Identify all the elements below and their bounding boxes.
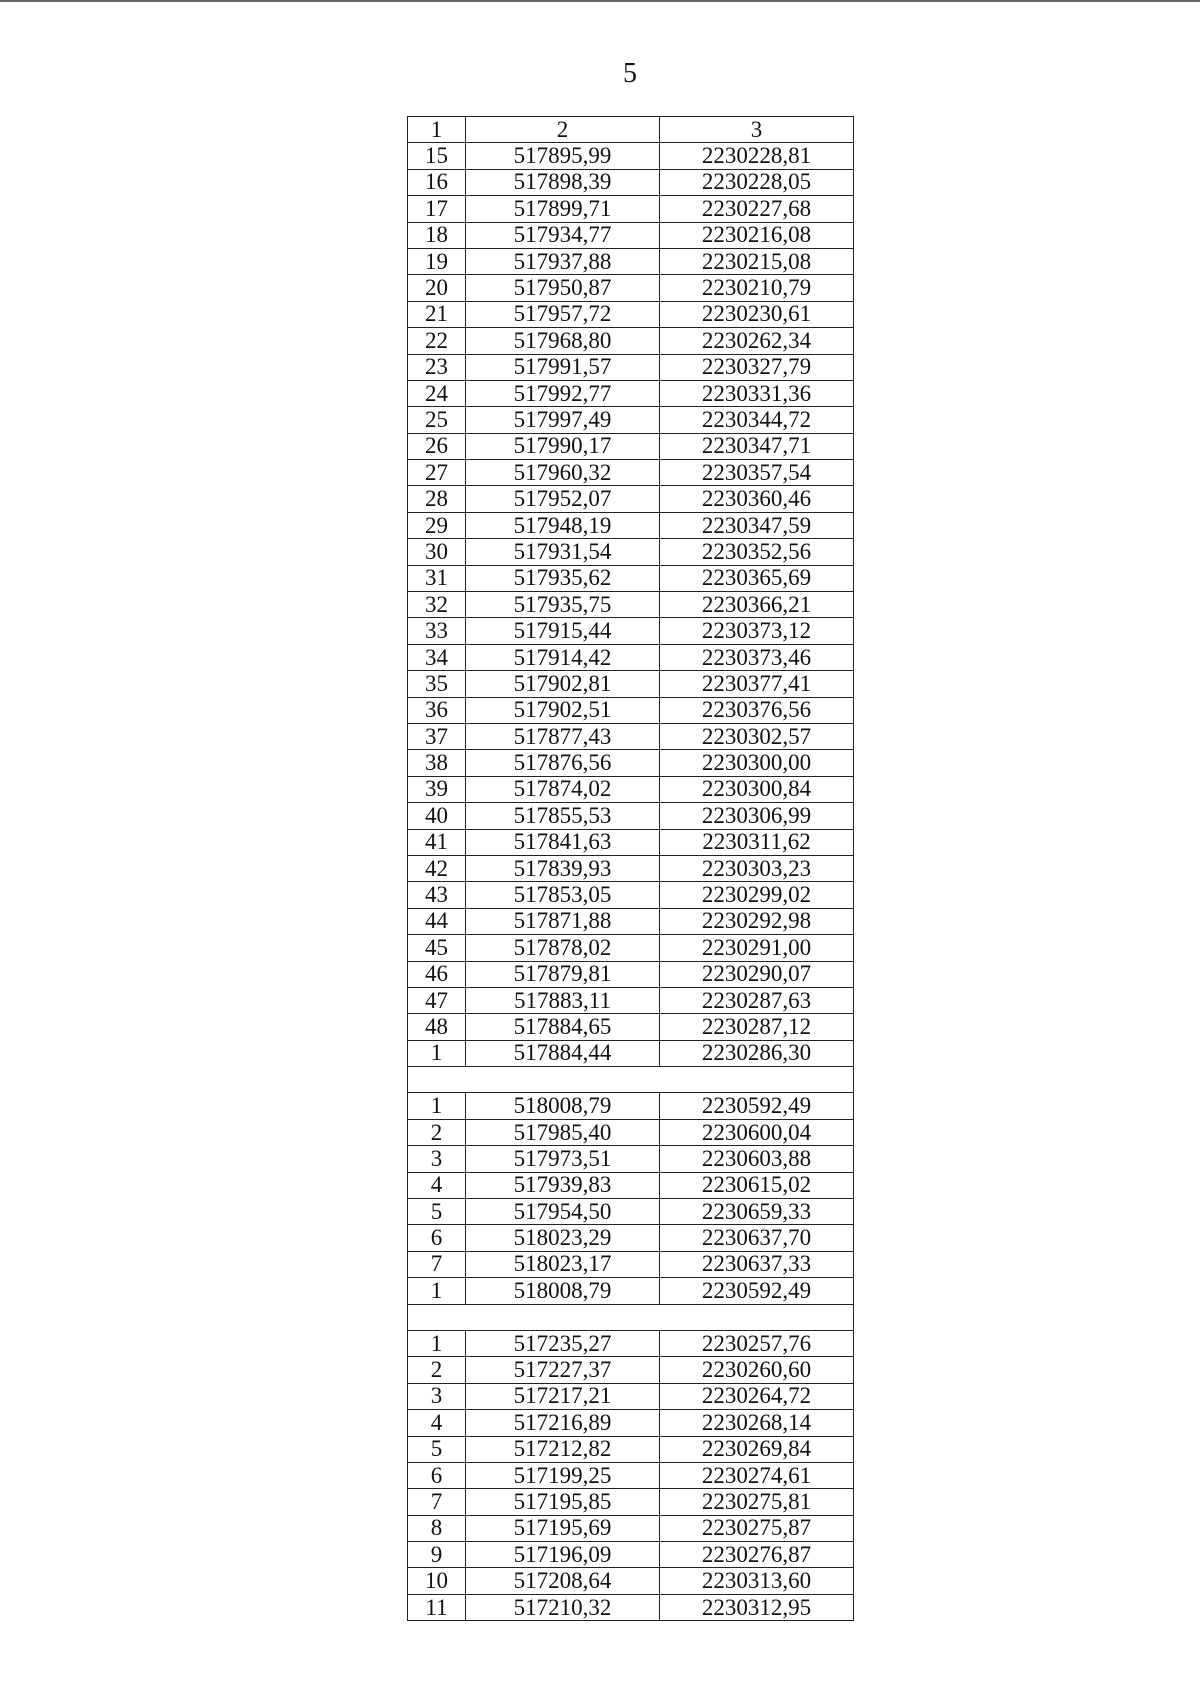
table-row (408, 1146, 854, 1172)
y-coordinate-cell: 2230210,79 (660, 275, 854, 301)
x-coordinate-cell: 517227,37 (466, 1357, 660, 1383)
point-number-cell: 7 (408, 1251, 466, 1277)
x-coordinate-cell: 517935,62 (466, 565, 660, 591)
table-row (408, 1330, 854, 1356)
table-row (408, 908, 854, 934)
x-coordinate-cell: 517954,50 (466, 1199, 660, 1225)
point-number-cell: 3 (408, 1383, 466, 1409)
point-number-cell: 43 (408, 882, 466, 908)
x-coordinate-cell: 517968,80 (466, 328, 660, 354)
x-coordinate-cell: 518008,79 (466, 1093, 660, 1119)
x-coordinate-cell: 517883,11 (466, 987, 660, 1013)
point-number-cell: 2 (408, 1119, 466, 1145)
x-coordinate-cell: 517934,77 (466, 222, 660, 248)
table-row (408, 1172, 854, 1198)
table-row (408, 1436, 854, 1462)
point-number-cell: 40 (408, 803, 466, 829)
point-number-cell: 4 (408, 1410, 466, 1436)
point-number-cell: 24 (408, 380, 466, 406)
table-row (408, 539, 854, 565)
page-number: 5 (623, 58, 637, 89)
table-row (408, 776, 854, 802)
y-coordinate-cell: 2230216,08 (660, 222, 854, 248)
table-row (408, 433, 854, 459)
x-coordinate-cell: 517902,51 (466, 697, 660, 723)
table-row (408, 1462, 854, 1488)
table-row (408, 1542, 854, 1568)
point-number-cell: 2 (408, 1357, 466, 1383)
point-number-cell: 6 (408, 1225, 466, 1251)
column-header-point-number: 1 (408, 117, 466, 143)
point-number-cell: 5 (408, 1199, 466, 1225)
point-number-cell: 31 (408, 565, 466, 591)
x-coordinate-cell: 518008,79 (466, 1278, 660, 1304)
point-number-cell: 27 (408, 460, 466, 486)
point-number-cell: 9 (408, 1542, 466, 1568)
x-coordinate-cell: 517874,02 (466, 776, 660, 802)
table-row (408, 644, 854, 670)
y-coordinate-cell: 2230331,36 (660, 380, 854, 406)
x-coordinate-cell: 517991,57 (466, 354, 660, 380)
x-coordinate-cell: 517839,93 (466, 855, 660, 881)
y-coordinate-cell: 2230600,04 (660, 1119, 854, 1145)
table-row (408, 354, 854, 380)
y-coordinate-cell: 2230230,61 (660, 301, 854, 327)
y-coordinate-cell: 2230264,72 (660, 1383, 854, 1409)
point-number-cell: 41 (408, 829, 466, 855)
coordinates-table (407, 116, 854, 1621)
y-coordinate-cell: 2230227,68 (660, 196, 854, 222)
y-coordinate-cell: 2230344,72 (660, 407, 854, 433)
table-row (408, 460, 854, 486)
x-coordinate-cell: 517898,39 (466, 169, 660, 195)
y-coordinate-cell: 2230311,62 (660, 829, 854, 855)
top-border-line (0, 0, 1200, 2)
x-coordinate-cell: 517985,40 (466, 1119, 660, 1145)
y-coordinate-cell: 2230291,00 (660, 935, 854, 961)
y-coordinate-cell: 2230268,14 (660, 1410, 854, 1436)
point-number-cell: 11 (408, 1594, 466, 1620)
point-number-cell: 33 (408, 618, 466, 644)
table-row (408, 248, 854, 274)
table-row (408, 987, 854, 1013)
column-header-y-coordinate: 3 (660, 117, 854, 143)
x-coordinate-cell: 517973,51 (466, 1146, 660, 1172)
x-coordinate-cell: 517997,49 (466, 407, 660, 433)
x-coordinate-cell: 517208,64 (466, 1568, 660, 1594)
point-number-cell: 22 (408, 328, 466, 354)
x-coordinate-cell: 517939,83 (466, 1172, 660, 1198)
point-number-cell: 8 (408, 1515, 466, 1541)
table-row (408, 328, 854, 354)
table-row (408, 882, 854, 908)
x-coordinate-cell: 517884,65 (466, 1014, 660, 1040)
table-row (408, 169, 854, 195)
table-row (408, 1093, 854, 1119)
table-row (408, 222, 854, 248)
y-coordinate-cell: 2230327,79 (660, 354, 854, 380)
x-coordinate-cell: 517195,69 (466, 1515, 660, 1541)
point-number-cell: 42 (408, 855, 466, 881)
point-number-cell: 35 (408, 671, 466, 697)
x-coordinate-cell: 517960,32 (466, 460, 660, 486)
table-row (408, 275, 854, 301)
point-number-cell: 1 (408, 1330, 466, 1356)
x-coordinate-cell: 517914,42 (466, 644, 660, 670)
point-number-cell: 47 (408, 987, 466, 1013)
y-coordinate-cell: 2230347,59 (660, 512, 854, 538)
x-coordinate-cell: 517235,27 (466, 1330, 660, 1356)
point-number-cell: 16 (408, 169, 466, 195)
section-separator-row (408, 1067, 854, 1093)
table-row (408, 1251, 854, 1277)
table-row (408, 1410, 854, 1436)
x-coordinate-cell: 517915,44 (466, 618, 660, 644)
y-coordinate-cell: 2230300,84 (660, 776, 854, 802)
table-row (408, 1199, 854, 1225)
y-coordinate-cell: 2230592,49 (660, 1278, 854, 1304)
table-row (408, 1278, 854, 1304)
y-coordinate-cell: 2230615,02 (660, 1172, 854, 1198)
point-number-cell: 17 (408, 196, 466, 222)
y-coordinate-cell: 2230637,33 (660, 1251, 854, 1277)
point-number-cell: 30 (408, 539, 466, 565)
point-number-cell: 32 (408, 592, 466, 618)
point-number-cell: 28 (408, 486, 466, 512)
y-coordinate-cell: 2230347,71 (660, 433, 854, 459)
x-coordinate-cell: 517879,81 (466, 961, 660, 987)
y-coordinate-cell: 2230292,98 (660, 908, 854, 934)
point-number-cell: 6 (408, 1462, 466, 1488)
y-coordinate-cell: 2230290,07 (660, 961, 854, 987)
coordinates-table-body (408, 117, 854, 1621)
x-coordinate-cell: 517210,32 (466, 1594, 660, 1620)
point-number-cell: 48 (408, 1014, 466, 1040)
y-coordinate-cell: 2230659,33 (660, 1199, 854, 1225)
point-number-cell: 20 (408, 275, 466, 301)
x-coordinate-cell: 517855,53 (466, 803, 660, 829)
table-row (408, 855, 854, 881)
table-row (408, 1515, 854, 1541)
x-coordinate-cell: 517871,88 (466, 908, 660, 934)
table-row (408, 803, 854, 829)
point-number-cell: 34 (408, 644, 466, 670)
point-number-cell: 3 (408, 1146, 466, 1172)
point-number-cell: 10 (408, 1568, 466, 1594)
table-row (408, 1489, 854, 1515)
point-number-cell: 1 (408, 1093, 466, 1119)
table-row (408, 486, 854, 512)
point-number-cell: 7 (408, 1489, 466, 1515)
column-header-x-coordinate: 2 (466, 117, 660, 143)
section-separator-cell (408, 1304, 854, 1330)
x-coordinate-cell: 517952,07 (466, 486, 660, 512)
x-coordinate-cell: 517935,75 (466, 592, 660, 618)
y-coordinate-cell: 2230313,60 (660, 1568, 854, 1594)
y-coordinate-cell: 2230228,05 (660, 169, 854, 195)
section-separator-row (408, 1304, 854, 1330)
table-row (408, 1225, 854, 1251)
y-coordinate-cell: 2230360,46 (660, 486, 854, 512)
y-coordinate-cell: 2230637,70 (660, 1225, 854, 1251)
y-coordinate-cell: 2230312,95 (660, 1594, 854, 1620)
point-number-cell: 18 (408, 222, 466, 248)
table-row (408, 1357, 854, 1383)
table-row (408, 565, 854, 591)
x-coordinate-cell: 517899,71 (466, 196, 660, 222)
point-number-cell: 1 (408, 1278, 466, 1304)
point-number-cell: 1 (408, 1040, 466, 1066)
x-coordinate-cell: 517902,81 (466, 671, 660, 697)
table-row (408, 1594, 854, 1620)
table-row (408, 512, 854, 538)
x-coordinate-cell: 517878,02 (466, 935, 660, 961)
y-coordinate-cell: 2230357,54 (660, 460, 854, 486)
x-coordinate-cell: 518023,29 (466, 1225, 660, 1251)
x-coordinate-cell: 517199,25 (466, 1462, 660, 1488)
x-coordinate-cell: 517992,77 (466, 380, 660, 406)
x-coordinate-cell: 517948,19 (466, 512, 660, 538)
y-coordinate-cell: 2230262,34 (660, 328, 854, 354)
table-row (408, 380, 854, 406)
y-coordinate-cell: 2230366,21 (660, 592, 854, 618)
x-coordinate-cell: 517990,17 (466, 433, 660, 459)
point-number-cell: 46 (408, 961, 466, 987)
y-coordinate-cell: 2230275,81 (660, 1489, 854, 1515)
table-row (408, 1383, 854, 1409)
y-coordinate-cell: 2230603,88 (660, 1146, 854, 1172)
x-coordinate-cell: 517950,87 (466, 275, 660, 301)
table-row (408, 592, 854, 618)
x-coordinate-cell: 517196,09 (466, 1542, 660, 1568)
y-coordinate-cell: 2230215,08 (660, 248, 854, 274)
y-coordinate-cell: 2230257,76 (660, 1330, 854, 1356)
y-coordinate-cell: 2230275,87 (660, 1515, 854, 1541)
y-coordinate-cell: 2230286,30 (660, 1040, 854, 1066)
y-coordinate-cell: 2230287,63 (660, 987, 854, 1013)
point-number-cell: 21 (408, 301, 466, 327)
x-coordinate-cell: 517195,85 (466, 1489, 660, 1515)
table-row (408, 829, 854, 855)
table-row (408, 196, 854, 222)
point-number-cell: 37 (408, 723, 466, 749)
y-coordinate-cell: 2230352,56 (660, 539, 854, 565)
point-number-cell: 15 (408, 143, 466, 169)
table-row (408, 723, 854, 749)
y-coordinate-cell: 2230303,23 (660, 855, 854, 881)
y-coordinate-cell: 2230276,87 (660, 1542, 854, 1568)
y-coordinate-cell: 2230228,81 (660, 143, 854, 169)
point-number-cell: 19 (408, 248, 466, 274)
table-row (408, 301, 854, 327)
table-row (408, 697, 854, 723)
y-coordinate-cell: 2230299,02 (660, 882, 854, 908)
point-number-cell: 4 (408, 1172, 466, 1198)
x-coordinate-cell: 517876,56 (466, 750, 660, 776)
y-coordinate-cell: 2230373,46 (660, 644, 854, 670)
x-coordinate-cell: 517216,89 (466, 1410, 660, 1436)
y-coordinate-cell: 2230300,00 (660, 750, 854, 776)
y-coordinate-cell: 2230260,60 (660, 1357, 854, 1383)
x-coordinate-cell: 517884,44 (466, 1040, 660, 1066)
table-row (408, 143, 854, 169)
point-number-cell: 45 (408, 935, 466, 961)
section-separator-cell (408, 1067, 854, 1093)
x-coordinate-cell: 517841,63 (466, 829, 660, 855)
table-row (408, 407, 854, 433)
x-coordinate-cell: 517895,99 (466, 143, 660, 169)
y-coordinate-cell: 2230376,56 (660, 697, 854, 723)
x-coordinate-cell: 517212,82 (466, 1436, 660, 1462)
x-coordinate-cell: 517937,88 (466, 248, 660, 274)
y-coordinate-cell: 2230302,57 (660, 723, 854, 749)
table-row (408, 961, 854, 987)
point-number-cell: 23 (408, 354, 466, 380)
x-coordinate-cell: 517931,54 (466, 539, 660, 565)
y-coordinate-cell: 2230377,41 (660, 671, 854, 697)
table-row (408, 671, 854, 697)
y-coordinate-cell: 2230592,49 (660, 1093, 854, 1119)
table-row (408, 1040, 854, 1066)
y-coordinate-cell: 2230287,12 (660, 1014, 854, 1040)
x-coordinate-cell: 517853,05 (466, 882, 660, 908)
y-coordinate-cell: 2230306,99 (660, 803, 854, 829)
table-row (408, 618, 854, 644)
table-row (408, 1014, 854, 1040)
x-coordinate-cell: 517957,72 (466, 301, 660, 327)
point-number-cell: 29 (408, 512, 466, 538)
table-row (408, 1119, 854, 1145)
point-number-cell: 5 (408, 1436, 466, 1462)
x-coordinate-cell: 518023,17 (466, 1251, 660, 1277)
x-coordinate-cell: 517877,43 (466, 723, 660, 749)
point-number-cell: 38 (408, 750, 466, 776)
table-header-row (408, 117, 854, 143)
point-number-cell: 39 (408, 776, 466, 802)
point-number-cell: 44 (408, 908, 466, 934)
table-row (408, 750, 854, 776)
y-coordinate-cell: 2230274,61 (660, 1462, 854, 1488)
y-coordinate-cell: 2230365,69 (660, 565, 854, 591)
point-number-cell: 25 (408, 407, 466, 433)
table-row (408, 935, 854, 961)
y-coordinate-cell: 2230269,84 (660, 1436, 854, 1462)
table-row (408, 1568, 854, 1594)
point-number-cell: 36 (408, 697, 466, 723)
y-coordinate-cell: 2230373,12 (660, 618, 854, 644)
point-number-cell: 26 (408, 433, 466, 459)
x-coordinate-cell: 517217,21 (466, 1383, 660, 1409)
